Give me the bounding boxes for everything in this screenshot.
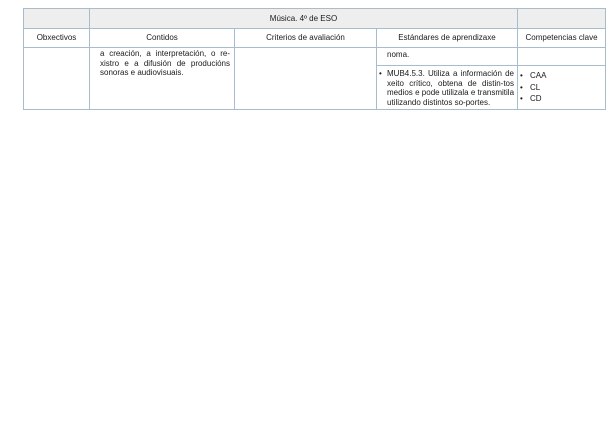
standard-continued-text: noma. <box>387 50 410 59</box>
contents-text: a creación, a interpretación, o re-xistro e a difusión de producións sonoras e audiovisuais. <box>100 49 230 77</box>
title-row-blank-cell-right <box>518 9 606 29</box>
table-title: Música. 4º de ESO <box>90 9 518 29</box>
competence-item <box>520 93 603 105</box>
competence-item <box>520 70 603 82</box>
bullet-icon: • <box>520 94 523 103</box>
curriculum-table <box>23 8 606 110</box>
header-criteria: Criterios de avaliación <box>235 29 377 48</box>
standard-cell <box>377 66 518 110</box>
title-row-blank-cell <box>24 9 90 29</box>
bullet-icon: • <box>520 71 523 80</box>
competence-item <box>520 82 603 94</box>
header-competences: Competencias clave <box>518 29 606 48</box>
criteria-cell <box>235 48 377 110</box>
standard-item-text: MUB4.5.3. Utiliza a información de xeito crítico, obtena de distin-tos medios e pode utilizala e transmitila utilizando distintos so-portes. <box>387 69 515 107</box>
header-row <box>24 29 606 48</box>
objectives-cell <box>24 48 90 110</box>
bullet-icon: • <box>520 82 523 92</box>
header-contents: Contidos <box>90 29 235 48</box>
table-row <box>24 48 606 66</box>
competences-empty-cell <box>518 48 606 66</box>
title-row <box>24 9 606 29</box>
contents-cell <box>90 48 235 110</box>
competence-label: CL <box>530 82 541 92</box>
standard-item <box>377 69 514 107</box>
bullet-icon: • <box>379 69 382 78</box>
competences-cell <box>518 66 606 110</box>
header-objectives: Obxectivos <box>24 29 90 48</box>
competence-label: CD <box>530 94 542 103</box>
header-standards: Estándares de aprendizaxe <box>377 29 518 48</box>
standard-continued-cell <box>377 48 518 66</box>
competence-label: CAA <box>530 71 547 80</box>
